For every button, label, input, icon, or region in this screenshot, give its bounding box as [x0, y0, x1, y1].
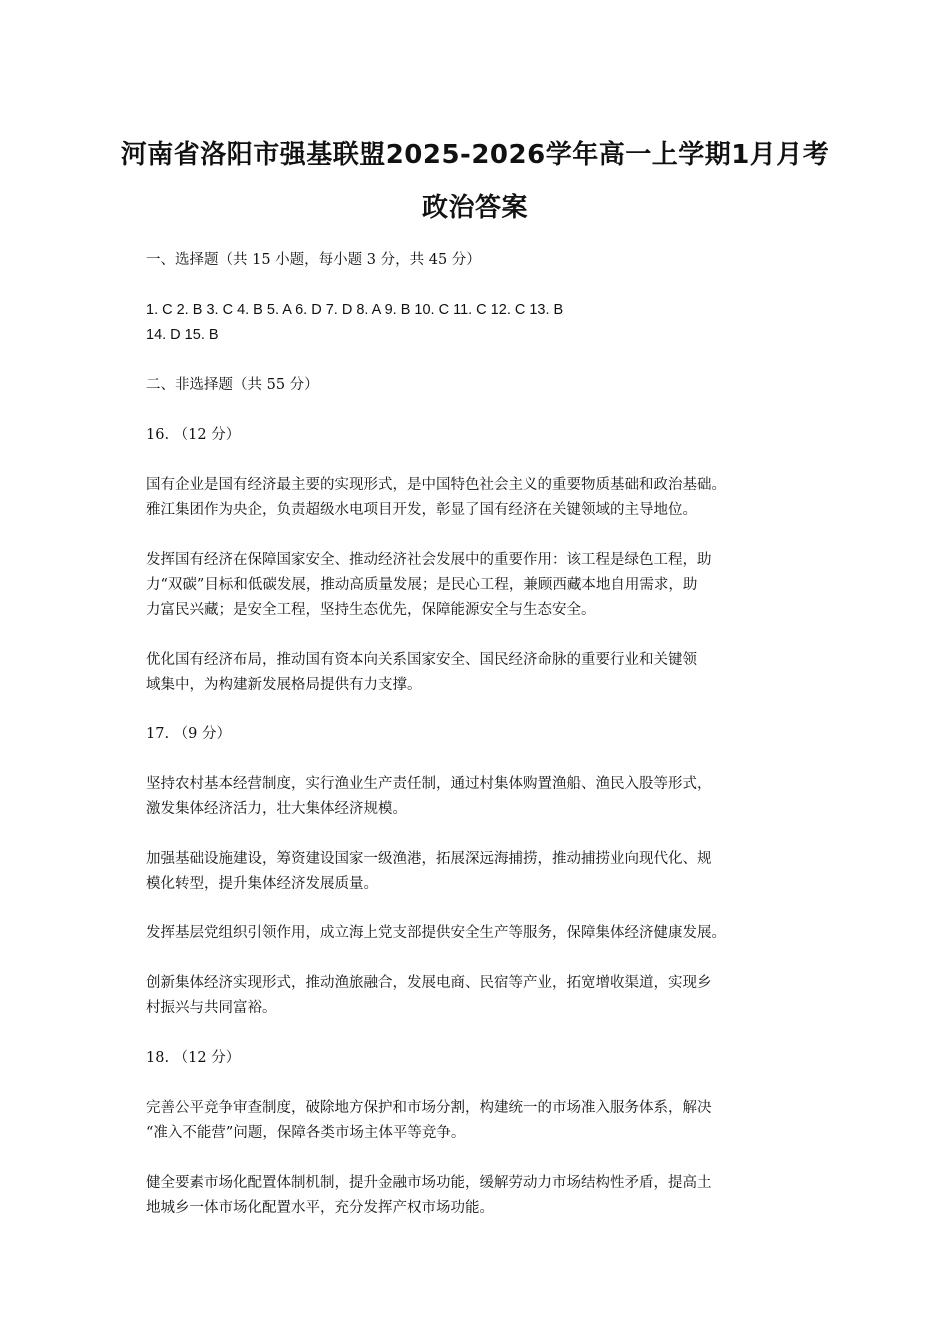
q17-point-1-line: 坚持农村基本经营制度，实行渔业生产责任制，通过村集体购置渔船、渔民入股等形式， — [146, 776, 712, 792]
q17-point-3-line: 发挥基层党组织引领作用，成立海上党支部提供安全生产等服务，保障集体经济健康发展。 — [146, 925, 726, 941]
q17-point-1-line: 激发集体经济活力，壮大集体经济规模。 — [146, 801, 407, 817]
section1-heading: 一、选择题（共 15 小题，每小题 3 分，共 45 分） — [146, 252, 481, 268]
q16-point-1 — [146, 473, 826, 523]
document-title: 河南省洛阳市强基联盟2025-2026学年高一上学期1月月考 — [120, 140, 830, 170]
q16-point-2-line: 力“双碳”目标和低碳发展，推动高质量发展；是民心工程，兼顾西藏本地自用需求，助 — [146, 577, 698, 593]
section2-heading: 二、非选择题（共 55 分） — [146, 377, 319, 393]
q18-point-2-line: 地城乡一体市场化配置水平，充分发挥产权市场功能。 — [146, 1200, 494, 1216]
q17-point-4-line: 村振兴与共同富裕。 — [146, 1000, 277, 1016]
q16-point-3-line: 优化国有经济布局，推动国有资本向关系国家安全、国民经济命脉的重要行业和关键领 — [146, 652, 697, 668]
q17-point-2-line: 加强基础设施建设，筹资建设国家一级渔港，拓展深远海捕捞，推动捕捞业向现代化、规 — [146, 851, 712, 867]
q17-point-4 — [146, 971, 826, 1021]
q17-label: 17. （9 分） — [146, 726, 232, 742]
q16-point-3 — [146, 648, 826, 698]
q16-point-2-line: 发挥国有经济在保障国家安全、推动经济社会发展中的重要作用：该工程是绿色工程，助 — [146, 552, 712, 568]
q17-point-2 — [146, 847, 826, 897]
q16-point-2-line: 力富民兴藏；是安全工程，坚持生态优先，保障能源安全与生态安全。 — [146, 602, 596, 618]
q17-point-1 — [146, 772, 826, 822]
q16-point-1-line: 雅江集团作为央企，负责超级水电项目开发，彰显了国有经济在关键领域的主导地位。 — [146, 502, 697, 518]
q18-point-1-line: “准入不能营”问题，保障各类市场主体平等竞争。 — [146, 1125, 466, 1141]
q16-point-1-line: 国有企业是国有经济最主要的实现形式，是中国特色社会主义的重要物质基础和政治基础。 — [146, 477, 726, 493]
q18-point-1 — [146, 1096, 826, 1146]
q18-point-2 — [146, 1171, 826, 1221]
q17-point-2-line: 模化转型，提升集体经济发展质量。 — [146, 876, 378, 892]
q18-point-2-line: 健全要素市场化配置体制机制，提升金融市场功能，缓解劳动力市场结构性矛盾，提高土 — [146, 1175, 712, 1191]
document-subtitle: 政治答案 — [421, 193, 528, 223]
q18-label: 18. （12 分） — [146, 1050, 241, 1066]
q18-point-1-line: 完善公平竞争审查制度，破除地方保护和市场分割，构建统一的市场准入服务体系，解决 — [146, 1100, 712, 1116]
q16-point-2 — [146, 548, 826, 623]
choice-answers-line-2: 14. D 15. B — [146, 327, 219, 343]
choice-answers-line-1: 1. C 2. B 3. C 4. B 5. A 6. D 7. D 8. A 9. B 10. C 11. C 12. C 13. B — [146, 302, 564, 318]
q16-point-3-line: 域集中，为构建新发展格局提供有力支撑。 — [146, 677, 422, 693]
q17-point-3 — [146, 921, 826, 946]
q16-label: 16. （12 分） — [146, 427, 241, 443]
q17-point-4-line: 创新集体经济实现形式，推动渔旅融合，发展电商、民宿等产业，拓宽增收渠道，实现乡 — [146, 975, 712, 991]
